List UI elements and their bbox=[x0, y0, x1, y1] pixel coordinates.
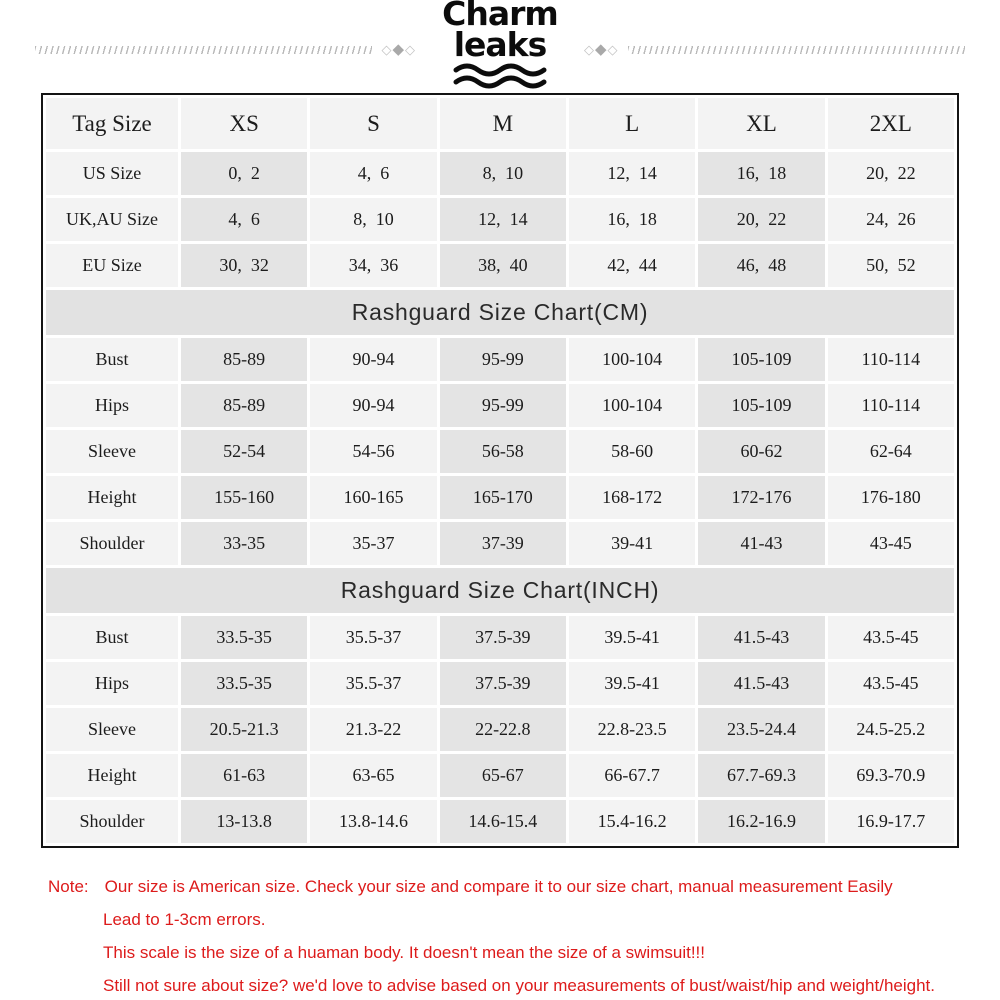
size-value: 33-35 bbox=[181, 522, 307, 565]
size-value: 46, 48 bbox=[698, 244, 824, 287]
size-value: 20, 22 bbox=[828, 152, 954, 195]
diamond-outline-icon: ◇ bbox=[607, 43, 619, 58]
size-value: 20, 22 bbox=[698, 198, 824, 241]
row-label: Shoulder bbox=[46, 800, 178, 843]
size-value: 105-109 bbox=[698, 384, 824, 427]
row-label: Hips bbox=[46, 384, 178, 427]
size-value: 54-56 bbox=[310, 430, 436, 473]
table-row bbox=[46, 244, 954, 287]
diamond-ornament bbox=[381, 42, 416, 57]
size-value: 8, 10 bbox=[310, 198, 436, 241]
row-label: Sleeve bbox=[46, 430, 178, 473]
brand-logo bbox=[416, 0, 584, 94]
table-row bbox=[46, 476, 954, 519]
size-value: 13-13.8 bbox=[181, 800, 307, 843]
table-row bbox=[46, 800, 954, 843]
header-cell: 2XL bbox=[828, 98, 954, 149]
size-value: 90-94 bbox=[310, 384, 436, 427]
size-value: 16.2-16.9 bbox=[698, 800, 824, 843]
header-cell: L bbox=[569, 98, 695, 149]
section-row bbox=[46, 290, 954, 335]
size-value: 39-41 bbox=[569, 522, 695, 565]
left-divider bbox=[35, 42, 416, 57]
size-value: 95-99 bbox=[440, 338, 566, 381]
hatch-line bbox=[628, 46, 965, 54]
size-value: 35.5-37 bbox=[310, 662, 436, 705]
size-value: 22.8-23.5 bbox=[569, 708, 695, 751]
size-value: 66-67.7 bbox=[569, 754, 695, 797]
size-value: 14.6-15.4 bbox=[440, 800, 566, 843]
size-value: 85-89 bbox=[181, 338, 307, 381]
size-value: 43-45 bbox=[828, 522, 954, 565]
logo-line-1: Charm bbox=[442, 0, 558, 34]
table-row bbox=[46, 754, 954, 797]
size-value: 110-114 bbox=[828, 338, 954, 381]
logo-waves-icon bbox=[452, 63, 548, 89]
size-value: 110-114 bbox=[828, 384, 954, 427]
size-value: 4, 6 bbox=[181, 198, 307, 241]
size-value: 43.5-45 bbox=[828, 616, 954, 659]
size-value: 62-64 bbox=[828, 430, 954, 473]
table-row bbox=[46, 338, 954, 381]
table-row bbox=[46, 662, 954, 705]
size-chart-table bbox=[41, 93, 959, 848]
logo-line-2: leaks bbox=[453, 25, 547, 64]
table-row bbox=[46, 430, 954, 473]
note-section bbox=[0, 870, 1000, 1000]
row-label: EU Size bbox=[46, 244, 178, 287]
brand-header bbox=[0, 0, 1000, 93]
size-value: 13.8-14.6 bbox=[310, 800, 436, 843]
diamond-outline-icon: ◇ bbox=[405, 43, 416, 58]
size-value: 0, 2 bbox=[181, 152, 307, 195]
size-value: 41.5-43 bbox=[698, 616, 824, 659]
right-divider bbox=[584, 42, 965, 57]
size-value: 39.5-41 bbox=[569, 616, 695, 659]
row-label: Bust bbox=[46, 616, 178, 659]
diamond-filled-icon: ◆ bbox=[392, 40, 405, 58]
size-value: 35-37 bbox=[310, 522, 436, 565]
size-value: 21.3-22 bbox=[310, 708, 436, 751]
section-title: Rashguard Size Chart(CM) bbox=[46, 290, 954, 335]
size-value: 95-99 bbox=[440, 384, 566, 427]
row-label: Height bbox=[46, 754, 178, 797]
section-row bbox=[46, 568, 954, 613]
row-label: Height bbox=[46, 476, 178, 519]
header-cell: XL bbox=[698, 98, 824, 149]
row-label: UK,AU Size bbox=[46, 198, 178, 241]
diamond-outline-icon: ◇ bbox=[584, 43, 595, 58]
size-value: 16, 18 bbox=[698, 152, 824, 195]
size-value: 41.5-43 bbox=[698, 662, 824, 705]
table-row bbox=[46, 384, 954, 427]
note-text-2: Lead to 1-3cm errors. bbox=[103, 910, 266, 929]
diamond-outline-icon: ◇ bbox=[381, 43, 393, 58]
section-title: Rashguard Size Chart(INCH) bbox=[46, 568, 954, 613]
size-value: 23.5-24.4 bbox=[698, 708, 824, 751]
size-value: 155-160 bbox=[181, 476, 307, 519]
size-value: 16.9-17.7 bbox=[828, 800, 954, 843]
size-value: 43.5-45 bbox=[828, 662, 954, 705]
size-value: 67.7-69.3 bbox=[698, 754, 824, 797]
size-value: 52-54 bbox=[181, 430, 307, 473]
size-value: 30, 32 bbox=[181, 244, 307, 287]
size-value: 35.5-37 bbox=[310, 616, 436, 659]
size-value: 50, 52 bbox=[828, 244, 954, 287]
header-cell: M bbox=[440, 98, 566, 149]
note-text-4: Still not sure about size? we'd love to advise based on your measurements of bust/waist/hip and weight/height. bbox=[103, 976, 936, 995]
size-value: 15.4-16.2 bbox=[569, 800, 695, 843]
size-value: 42, 44 bbox=[569, 244, 695, 287]
size-value: 41-43 bbox=[698, 522, 824, 565]
size-value: 100-104 bbox=[569, 338, 695, 381]
size-value: 65-67 bbox=[440, 754, 566, 797]
size-value: 168-172 bbox=[569, 476, 695, 519]
size-value: 37.5-39 bbox=[440, 616, 566, 659]
note-line bbox=[48, 870, 1000, 903]
size-value: 56-58 bbox=[440, 430, 566, 473]
size-value: 16, 18 bbox=[569, 198, 695, 241]
size-value: 8, 10 bbox=[440, 152, 566, 195]
size-value: 69.3-70.9 bbox=[828, 754, 954, 797]
note-text-1: Our size is American size. Check your size and compare it to our size chart, manual measurement Easily bbox=[104, 877, 893, 896]
size-value: 39.5-41 bbox=[569, 662, 695, 705]
row-label: Sleeve bbox=[46, 708, 178, 751]
diamond-filled-icon: ◆ bbox=[595, 40, 608, 58]
header-cell: S bbox=[310, 98, 436, 149]
row-label: Hips bbox=[46, 662, 178, 705]
size-value: 90-94 bbox=[310, 338, 436, 381]
size-value: 176-180 bbox=[828, 476, 954, 519]
table-row bbox=[46, 708, 954, 751]
size-value: 61-63 bbox=[181, 754, 307, 797]
note-label: Note: bbox=[48, 877, 89, 896]
size-value: 172-176 bbox=[698, 476, 824, 519]
size-value: 165-170 bbox=[440, 476, 566, 519]
size-value: 105-109 bbox=[698, 338, 824, 381]
row-label: US Size bbox=[46, 152, 178, 195]
size-value: 37-39 bbox=[440, 522, 566, 565]
size-value: 38, 40 bbox=[440, 244, 566, 287]
size-value: 34, 36 bbox=[310, 244, 436, 287]
row-label: Bust bbox=[46, 338, 178, 381]
header-cell: Tag Size bbox=[46, 98, 178, 149]
size-value: 37.5-39 bbox=[440, 662, 566, 705]
size-value: 24.5-25.2 bbox=[828, 708, 954, 751]
table-row bbox=[46, 522, 954, 565]
size-value: 20.5-21.3 bbox=[181, 708, 307, 751]
size-value: 12, 14 bbox=[569, 152, 695, 195]
size-value: 22-22.8 bbox=[440, 708, 566, 751]
row-label: Shoulder bbox=[46, 522, 178, 565]
table-row bbox=[46, 198, 954, 241]
size-value: 12, 14 bbox=[440, 198, 566, 241]
size-value: 33.5-35 bbox=[181, 616, 307, 659]
size-value: 4, 6 bbox=[310, 152, 436, 195]
size-value: 60-62 bbox=[698, 430, 824, 473]
table-row bbox=[46, 616, 954, 659]
diamond-ornament bbox=[584, 42, 619, 57]
header-cell: XS bbox=[181, 98, 307, 149]
size-value: 160-165 bbox=[310, 476, 436, 519]
note-text-3: This scale is the size of a huaman body. It doesn't mean the size of a swimsuit!!! bbox=[103, 943, 705, 962]
size-value: 100-104 bbox=[569, 384, 695, 427]
hatch-line bbox=[35, 46, 372, 54]
table-row bbox=[46, 152, 954, 195]
size-value: 63-65 bbox=[310, 754, 436, 797]
size-value: 85-89 bbox=[181, 384, 307, 427]
size-value: 24, 26 bbox=[828, 198, 954, 241]
table-header-row bbox=[46, 98, 954, 149]
size-value: 33.5-35 bbox=[181, 662, 307, 705]
size-value: 58-60 bbox=[569, 430, 695, 473]
